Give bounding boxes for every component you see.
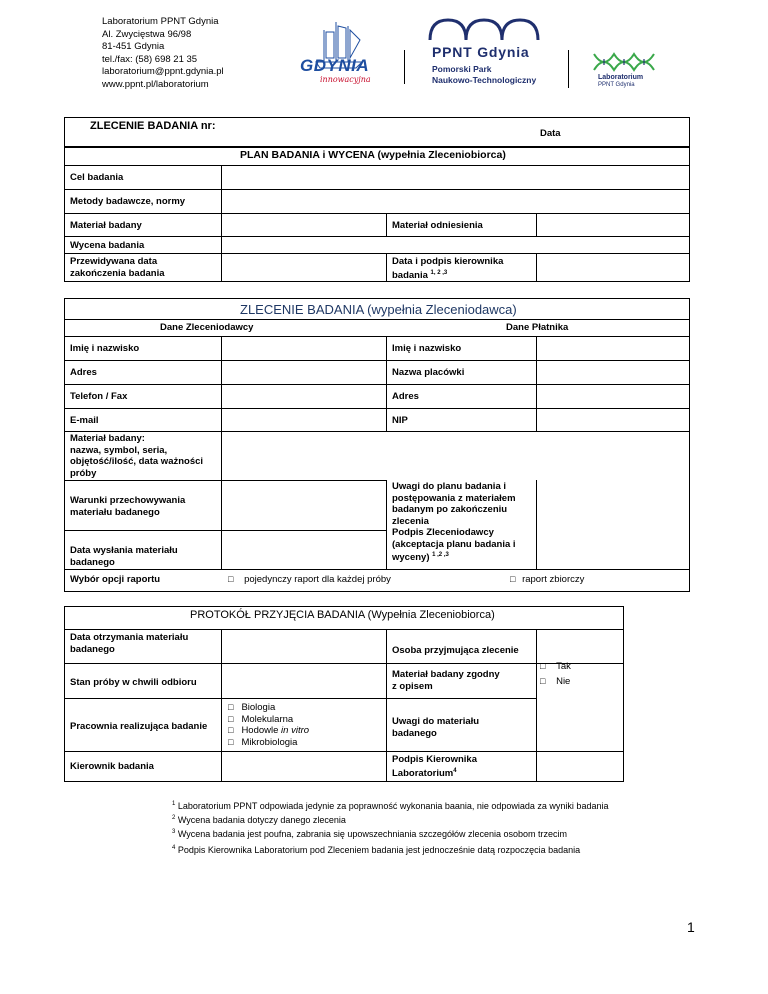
- lab-options: [228, 702, 309, 748]
- col-line: [386, 336, 387, 431]
- remarks-line: postępowania z materiałem: [392, 492, 516, 504]
- footnote: [172, 812, 608, 826]
- footnote-text: Podpis Kierownika Laboratorium pod Zleceniem badania jest jednocześnie datą rozpoczęcia badania: [177, 845, 581, 855]
- client-name-label: Imię i nazwisko: [70, 343, 140, 354]
- col-line: [536, 629, 537, 782]
- row-line: [64, 384, 690, 385]
- received-date-label: [70, 632, 188, 655]
- footnote-number: 3: [172, 829, 176, 835]
- row-line: [64, 213, 690, 214]
- col-line: [536, 253, 537, 282]
- ppnt-title: PPNT Gdynia: [432, 44, 530, 60]
- row-line: [64, 165, 690, 166]
- pricing-label: Wycena badania: [70, 240, 145, 251]
- client-signature-line: Podpis Zleceniodawcy: [392, 527, 494, 538]
- lab-option-label: Mikrobiologia: [241, 736, 298, 748]
- col-line: [536, 336, 537, 431]
- remarks-line: badanym po zakończeniu: [392, 504, 508, 515]
- footnote-text: Wycena badania jest poufna, zabrania się upowszechniania szczegółów zlecenia osobom trzecim: [177, 829, 567, 839]
- storage-line: materiału badanego: [70, 506, 160, 518]
- phone-label: Telefon / Fax: [70, 391, 128, 402]
- report-option-single[interactable]: [228, 574, 391, 586]
- head-signature-line: badania: [392, 269, 428, 281]
- row-line: [64, 629, 624, 630]
- payer-address-label: Adres: [392, 391, 419, 402]
- client-signature-line: (akceptacja planu badania i: [392, 538, 516, 550]
- lab-option[interactable]: [228, 714, 309, 726]
- lab-logo-line2: PPNT Gdynia: [598, 82, 635, 88]
- payer-name-label: Imię i nazwisko: [392, 343, 462, 354]
- ppnt-line2: Naukowo-Technologiczny: [432, 75, 537, 85]
- material-label: Materiał badany: [70, 220, 142, 231]
- row-line: [64, 360, 690, 361]
- row-line: [64, 236, 690, 237]
- head-label: Kierownik badania: [70, 761, 154, 772]
- protocol-title: PROTOKÓŁ PRZYJĘCIA BADANIA (Wypełnia Zleceniobiorca): [190, 609, 495, 621]
- sample-state-label: Stan próby w chwili odbioru: [70, 677, 197, 688]
- shipping-label: [70, 545, 178, 568]
- compliant-label: [392, 669, 500, 692]
- head-signature-line: Data i podpis kierownika: [392, 256, 504, 267]
- material-remarks-line: badanego: [392, 727, 437, 739]
- ppnt-logo: [428, 16, 558, 92]
- checkbox-icon[interactable]: □: [228, 702, 234, 712]
- checkbox-icon[interactable]: □: [228, 725, 234, 735]
- gdynia-logo: [298, 18, 378, 90]
- lab-logo: [592, 50, 672, 92]
- head-signature-line: Podpis Kierownika: [392, 754, 477, 765]
- lab-option[interactable]: [228, 725, 309, 737]
- row-line: [64, 698, 536, 699]
- row-line: [64, 336, 690, 337]
- address-line: www.ppnt.pl/laboratorium: [102, 78, 209, 90]
- report-label: Wybór opcji raportu: [70, 574, 161, 585]
- order-date-label: Data: [540, 128, 561, 139]
- material-remarks-line: Uwagi do materiału: [392, 716, 480, 727]
- col-line: [221, 336, 222, 569]
- compliant-line: Materiał badany zgodny: [392, 669, 500, 680]
- lab-option[interactable]: [228, 702, 309, 714]
- footnote-ref: 1 ,2 ,3: [432, 552, 449, 558]
- col-line: [386, 213, 387, 236]
- lab-option-label: Biologia: [241, 702, 276, 713]
- lab-logo-line1: Laboratorium: [598, 74, 644, 81]
- methods-label: Metody badawcze, normy: [70, 196, 186, 207]
- material-info-line: Materiał badany:: [70, 433, 145, 444]
- footnote: [172, 842, 608, 856]
- row-line: [64, 408, 690, 409]
- head-signature-line: Laboratorium: [392, 767, 454, 779]
- footnote-text: Laboratorium PPNT odpowiada jedynie za poprawność wykonania baania, nie odpowiada za wyniki badania: [177, 801, 609, 811]
- footnote: [172, 826, 608, 840]
- storage-label: [70, 495, 185, 518]
- end-date-line: Przewidywana data: [70, 256, 158, 267]
- col-line: [536, 480, 537, 569]
- shipping-line: badanego: [70, 556, 115, 568]
- row-line: [64, 253, 690, 254]
- footnote-number: 4: [172, 845, 176, 851]
- col-line: [386, 480, 387, 569]
- col-line: [221, 165, 222, 282]
- col-line: [536, 213, 537, 236]
- header-divider: [404, 50, 405, 84]
- lab-option-label: Hodowle: [241, 725, 282, 736]
- address-line: Laboratorium PPNT Gdynia: [102, 16, 219, 27]
- plan-title: PLAN BADANIA i WYCENA (wypełnia Zleceniobiorca): [240, 149, 506, 161]
- option-yes-label: Tak: [556, 661, 571, 672]
- lab-option-italic: in vitro: [281, 725, 310, 736]
- gdynia-logo-text: GDYNIA: [300, 56, 370, 75]
- row-line: [64, 569, 690, 570]
- reference-label: Materiał odniesienia: [392, 220, 483, 231]
- address-line: laboratorium@ppnt.gdynia.pl: [102, 66, 224, 78]
- address-line: tel./fax: (58) 698 21 35: [102, 53, 198, 65]
- option-no[interactable]: [540, 676, 570, 688]
- footnote-ref: 1, 2 ,3: [430, 269, 448, 276]
- remarks-line: zlecenia: [392, 515, 429, 527]
- head-signature-label: [392, 256, 503, 281]
- row-line: [64, 751, 624, 752]
- dna-helix-icon: [592, 50, 662, 74]
- material-info-line: objętość/ilość, data ważności: [70, 456, 204, 467]
- remarks-label: [392, 481, 516, 564]
- option-no-label: Nie: [556, 676, 571, 687]
- lab-label: Pracownia realizująca badanie: [70, 721, 208, 732]
- nip-label: NIP: [392, 415, 408, 426]
- report-option-label: pojedynczy raport dla każdej próby: [244, 574, 391, 585]
- received-date-line: badanego: [70, 643, 115, 655]
- receiver-label: Osoba przyjmująca zlecenie: [392, 645, 519, 656]
- report-option-label: raport zbiorczy: [522, 574, 585, 585]
- address-line: 81-451 Gdynia: [102, 41, 165, 53]
- client-title: ZLECENIE BADANIA (wypełnia Zleceniodawca): [240, 302, 517, 317]
- client-data-label: Dane Zleceniodawcy: [160, 322, 254, 333]
- footnote-number: 2: [172, 815, 176, 821]
- ppnt-line1: Pomorski Park: [432, 64, 492, 74]
- lab-option[interactable]: [228, 737, 309, 749]
- lab-option-label: Molekularna: [241, 713, 294, 725]
- material-remarks-label: [392, 716, 479, 739]
- row-line: [64, 480, 386, 481]
- facility-label: Nazwa placówki: [392, 367, 465, 378]
- checkbox-icon[interactable]: □: [228, 713, 234, 724]
- payer-data-label: Dane Płatnika: [506, 322, 569, 333]
- checkbox-icon[interactable]: □: [510, 574, 516, 584]
- col-line: [386, 629, 387, 782]
- report-option-combined[interactable]: [510, 574, 584, 586]
- footnote-number: 1: [172, 801, 176, 807]
- material-info-line: nazwa, symbol, seria,: [70, 444, 168, 456]
- row-line: [64, 189, 690, 190]
- head-signature-protocol: [392, 754, 477, 779]
- footnotes: [172, 798, 608, 856]
- row-line: [64, 319, 690, 320]
- shipping-line: Data wysłania materiału: [70, 545, 178, 556]
- remarks-line: Uwagi do planu badania i: [392, 481, 507, 492]
- header-divider: [568, 50, 569, 88]
- checkbox-icon[interactable]: □: [228, 736, 234, 747]
- row-line: [64, 431, 690, 432]
- footnote: [172, 798, 608, 812]
- received-date-line: Data otrzymania materiału: [70, 632, 189, 643]
- material-info-label: [70, 433, 203, 479]
- client-address-label: Adres: [70, 367, 97, 378]
- checkbox-icon[interactable]: □: [540, 661, 546, 671]
- checkbox-icon[interactable]: □: [228, 574, 234, 584]
- end-date-line: zakończenia badania: [70, 267, 165, 279]
- col-line: [221, 629, 222, 782]
- purpose-label: Cel badania: [70, 172, 124, 183]
- client-signature-line: wyceny): [392, 552, 430, 564]
- order-title: ZLECENIE BADANIA nr:: [90, 120, 216, 132]
- ppnt-arches-icon: [428, 16, 540, 42]
- end-date-label: [70, 256, 165, 279]
- row-line: [64, 530, 386, 531]
- compliant-line: z opisem: [392, 680, 433, 692]
- storage-line: Warunki przechowywania: [70, 495, 186, 506]
- gdynia-logo-subtext: innowacyjna: [320, 75, 371, 84]
- footnote-text: Wycena badania dotyczy danego zlecenia: [177, 815, 346, 825]
- checkbox-icon[interactable]: □: [540, 676, 546, 686]
- col-line: [386, 253, 387, 282]
- material-info-line: próby: [70, 467, 97, 479]
- page-number: 1: [687, 919, 695, 935]
- lab-address: [102, 16, 224, 92]
- email-label: E-mail: [70, 415, 99, 426]
- footnote-ref: 4: [453, 767, 457, 774]
- option-yes[interactable]: [540, 661, 571, 673]
- address-line: Al. Zwycięstwa 96/98: [102, 28, 192, 40]
